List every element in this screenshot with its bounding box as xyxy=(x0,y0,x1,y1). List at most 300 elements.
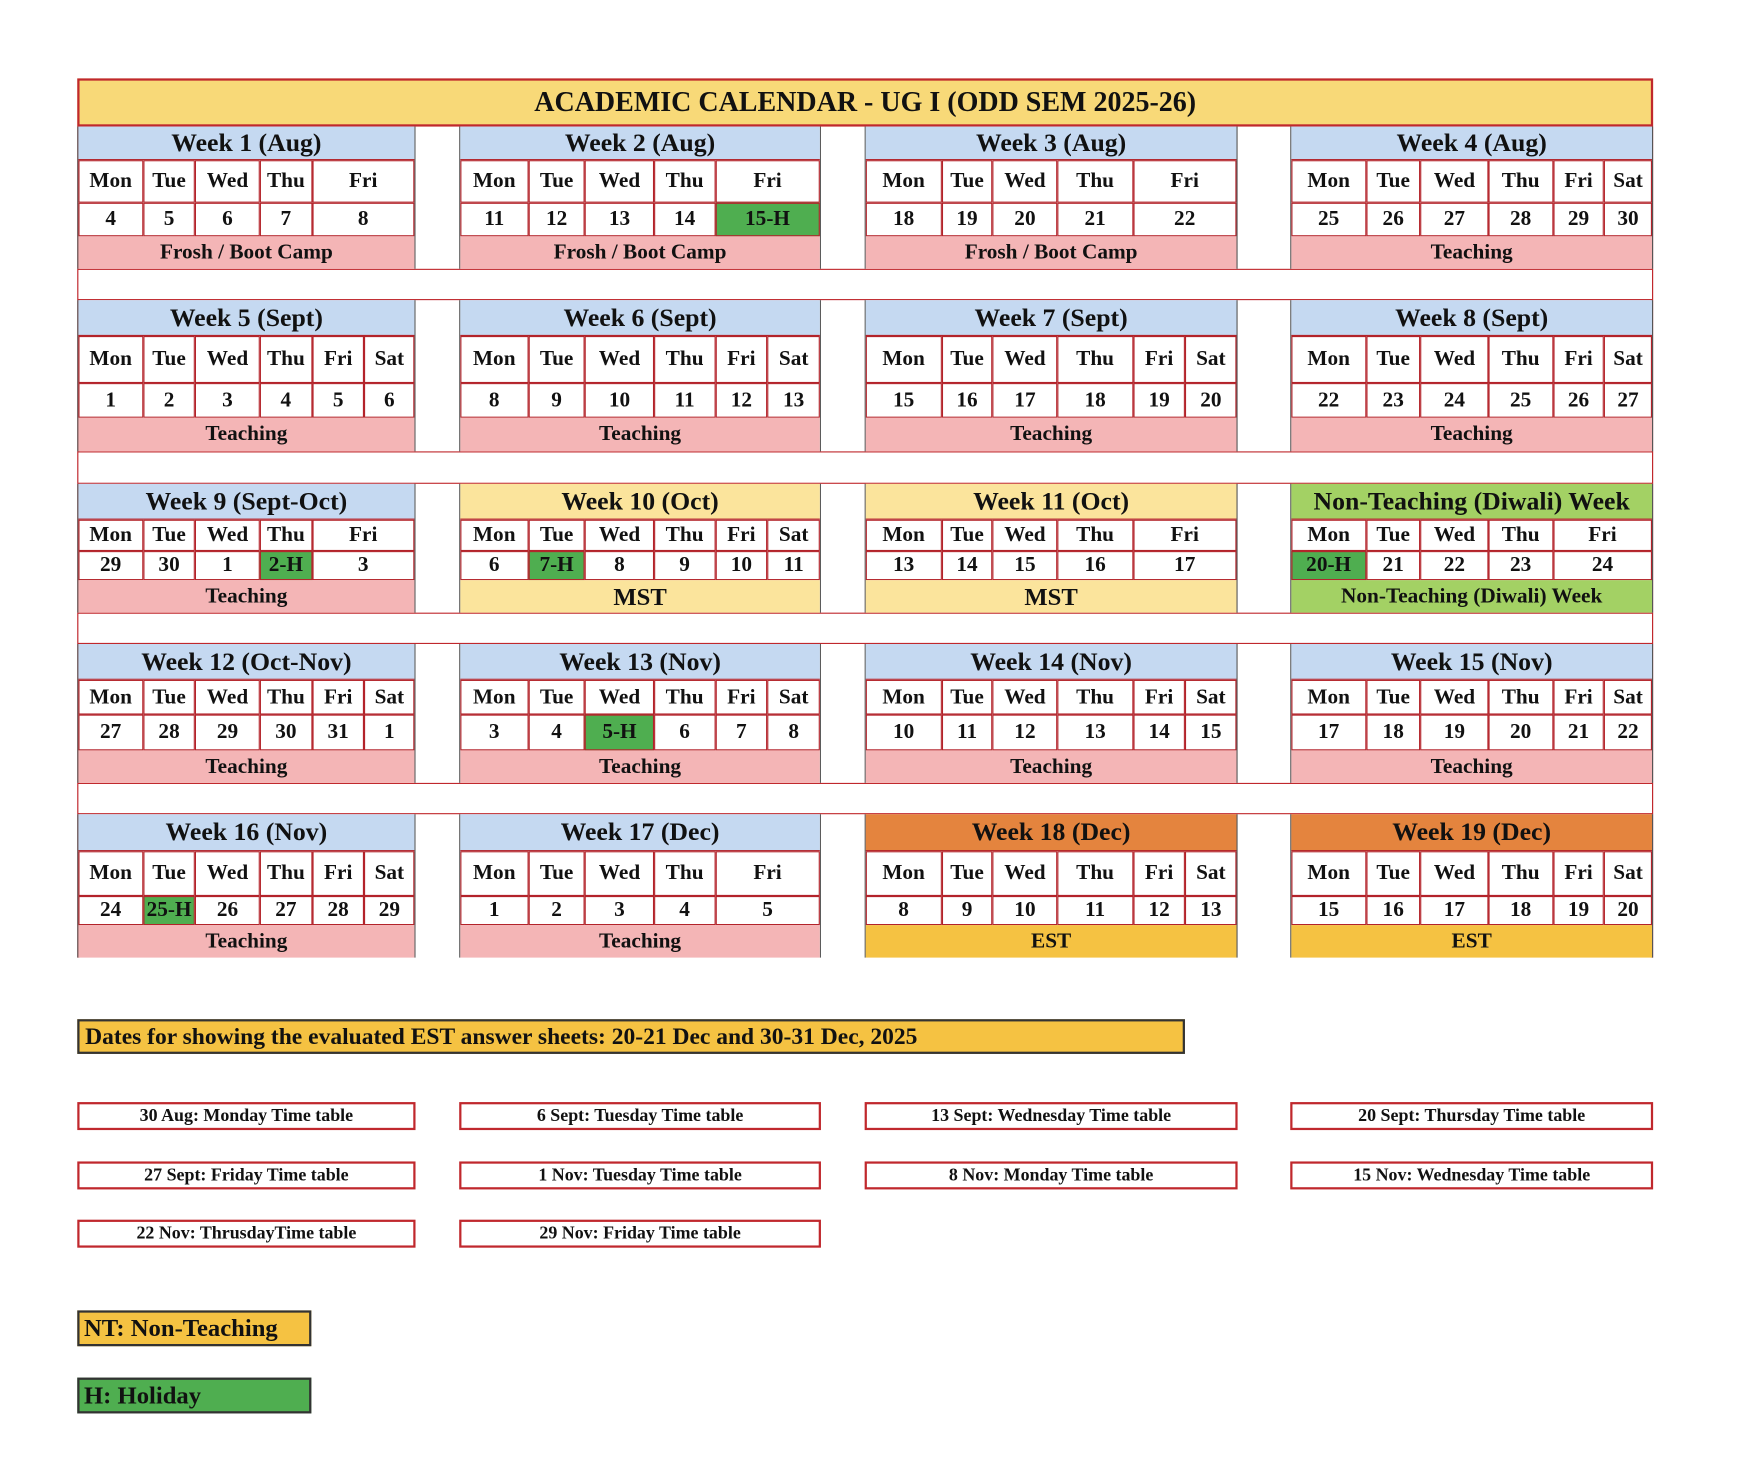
week-block xyxy=(1290,484,1653,613)
date-cell: 24 xyxy=(78,896,143,925)
day-header: Wed xyxy=(195,851,260,896)
day-header: Thu xyxy=(1488,336,1553,383)
week-block xyxy=(77,644,415,783)
date-cell: 17 xyxy=(993,383,1058,418)
day-header: Thu xyxy=(260,160,312,203)
row-spacer xyxy=(77,613,1653,644)
date-cell: 10 xyxy=(993,896,1058,925)
week-activity-label: Teaching xyxy=(460,925,820,957)
week-title: Week 19 (Dec) xyxy=(1291,814,1652,851)
date-cell: 16 xyxy=(1366,896,1421,925)
date-cell: 8 xyxy=(585,551,654,580)
date-cell: 11 xyxy=(460,203,528,237)
day-header: Mon xyxy=(866,680,942,715)
row-spacer xyxy=(77,783,1653,814)
date-cell: 23 xyxy=(1488,551,1553,580)
date-cell: 7 xyxy=(260,203,312,237)
date-cell: 20 xyxy=(1185,383,1236,418)
day-header: Fri xyxy=(1133,336,1185,383)
date-cell: 14 xyxy=(1133,715,1185,751)
date-cell: 12 xyxy=(715,383,767,418)
day-header: Tue xyxy=(528,680,585,715)
timetable-swap-item: 22 Nov: ThrusdayTime table xyxy=(77,1220,415,1248)
week-block xyxy=(1290,127,1653,269)
date-cell: 5 xyxy=(312,383,364,418)
day-header: Fri xyxy=(1553,336,1604,383)
legend-non-teaching: NT: Non-Teaching xyxy=(77,1310,311,1346)
day-header: Fri xyxy=(1133,680,1185,715)
day-header: Fri xyxy=(1133,160,1237,203)
date-cell: 4 xyxy=(654,896,715,925)
day-header: Mon xyxy=(460,520,528,551)
timetable-swap-item: 27 Sept: Friday Time table xyxy=(77,1161,415,1189)
date-cell: 27 xyxy=(260,896,312,925)
day-header: Sat xyxy=(768,520,820,551)
day-header: Fri xyxy=(715,851,820,896)
week-activity-label: EST xyxy=(1291,925,1652,957)
date-cell: 8 xyxy=(866,896,942,925)
day-header: Fri xyxy=(1133,851,1185,896)
date-cell: 1 xyxy=(364,715,414,751)
day-header: Thu xyxy=(1057,851,1133,896)
date-cell: 27 xyxy=(78,715,143,751)
date-cell: 13 xyxy=(768,383,820,418)
date-cell: 8 xyxy=(460,383,528,418)
holiday-date-cell: 20-H xyxy=(1291,551,1366,580)
day-header: Tue xyxy=(143,520,195,551)
day-header: Wed xyxy=(195,520,260,551)
date-cell: 20 xyxy=(1488,715,1553,751)
timetable-swap-item: 8 Nov: Monday Time table xyxy=(865,1161,1238,1189)
week-block xyxy=(77,300,415,451)
day-header: Wed xyxy=(585,336,654,383)
day-header: Wed xyxy=(993,160,1058,203)
date-cell: 18 xyxy=(1366,715,1421,751)
day-header: Mon xyxy=(460,680,528,715)
date-cell: 11 xyxy=(654,383,715,418)
day-header: Wed xyxy=(585,851,654,896)
date-cell: 19 xyxy=(1420,715,1488,751)
week-activity-label: Teaching xyxy=(78,418,414,452)
date-cell: 12 xyxy=(1133,896,1185,925)
day-header: Wed xyxy=(993,520,1058,551)
holiday-date-cell: 5-H xyxy=(585,715,654,751)
week-block xyxy=(1290,300,1653,451)
date-cell: 19 xyxy=(941,203,992,237)
date-cell: 22 xyxy=(1604,715,1652,751)
week-block xyxy=(77,814,415,957)
day-header: Mon xyxy=(78,680,143,715)
date-cell: 28 xyxy=(312,896,364,925)
day-header: Mon xyxy=(1291,160,1366,203)
day-header: Sat xyxy=(1185,680,1236,715)
week-title: Week 18 (Dec) xyxy=(866,814,1237,851)
date-cell: 5 xyxy=(143,203,195,237)
day-header: Fri xyxy=(715,336,767,383)
week-block xyxy=(77,484,415,613)
week-activity-label: Teaching xyxy=(78,925,414,957)
date-cell: 3 xyxy=(195,383,260,418)
day-header: Thu xyxy=(1057,520,1133,551)
day-header: Fri xyxy=(715,680,767,715)
week-block xyxy=(1290,644,1653,783)
day-header: Mon xyxy=(78,160,143,203)
week-block xyxy=(865,127,1238,269)
week-title: Week 17 (Dec) xyxy=(460,814,820,851)
day-header: Sat xyxy=(1604,336,1652,383)
date-cell: 16 xyxy=(1057,551,1133,580)
row-spacer xyxy=(77,451,1653,483)
day-header: Tue xyxy=(1366,336,1421,383)
day-header: Thu xyxy=(260,336,312,383)
date-cell: 23 xyxy=(1366,383,1421,418)
week-activity-label: Teaching xyxy=(866,750,1237,782)
week-title: Week 2 (Aug) xyxy=(460,127,820,161)
day-header: Sat xyxy=(1604,851,1652,896)
date-cell: 21 xyxy=(1553,715,1604,751)
timetable-swap-item: 20 Sept: Thursday Time table xyxy=(1290,1102,1653,1130)
date-cell: 4 xyxy=(260,383,312,418)
day-header: Thu xyxy=(654,336,715,383)
week-activity-label: EST xyxy=(866,925,1237,957)
date-cell: 13 xyxy=(1185,896,1236,925)
day-header: Wed xyxy=(195,160,260,203)
legend-holiday: H: Holiday xyxy=(77,1378,311,1414)
week-activity-label: Teaching xyxy=(78,750,414,782)
week-activity-label: Non-Teaching (Diwali) Week xyxy=(1291,580,1652,612)
date-cell: 13 xyxy=(866,551,942,580)
week-title: Week 12 (Oct-Nov) xyxy=(78,644,414,680)
date-cell: 26 xyxy=(1366,203,1421,237)
date-cell: 6 xyxy=(364,383,414,418)
day-header: Mon xyxy=(78,336,143,383)
day-header: Sat xyxy=(1185,851,1236,896)
day-header: Thu xyxy=(654,680,715,715)
date-cell: 3 xyxy=(460,715,528,751)
day-header: Wed xyxy=(993,336,1058,383)
date-cell: 18 xyxy=(1057,383,1133,418)
date-cell: 22 xyxy=(1420,551,1488,580)
timetable-swap-item: 1 Nov: Tuesday Time table xyxy=(459,1161,821,1189)
week-block xyxy=(459,300,821,451)
date-cell: 29 xyxy=(195,715,260,751)
week-block xyxy=(865,644,1238,783)
day-header: Tue xyxy=(1366,520,1421,551)
date-cell: 29 xyxy=(364,896,414,925)
week-activity-label: MST xyxy=(460,580,820,612)
week-activity-label: Teaching xyxy=(460,750,820,782)
date-cell: 13 xyxy=(585,203,654,237)
day-header: Fri xyxy=(1553,520,1652,551)
day-header: Tue xyxy=(941,160,992,203)
date-cell: 25 xyxy=(1291,203,1366,237)
week-title: Week 4 (Aug) xyxy=(1291,127,1652,161)
date-cell: 9 xyxy=(528,383,585,418)
day-header: Wed xyxy=(195,680,260,715)
day-header: Fri xyxy=(1133,520,1237,551)
week-title: Week 13 (Nov) xyxy=(460,644,820,680)
date-cell: 2 xyxy=(143,383,195,418)
date-cell: 17 xyxy=(1133,551,1237,580)
day-header: Mon xyxy=(866,336,942,383)
date-cell: 27 xyxy=(1420,203,1488,237)
week-block xyxy=(459,484,821,613)
timetable-swap-item: 30 Aug: Monday Time table xyxy=(77,1102,415,1130)
day-header: Fri xyxy=(715,520,767,551)
date-cell: 15 xyxy=(993,551,1058,580)
day-header: Tue xyxy=(941,680,992,715)
day-header: Mon xyxy=(866,520,942,551)
day-header: Mon xyxy=(78,851,143,896)
day-header: Mon xyxy=(460,336,528,383)
week-block xyxy=(865,300,1238,451)
date-cell: 14 xyxy=(941,551,992,580)
day-header: Tue xyxy=(143,160,195,203)
day-header: Sat xyxy=(364,851,414,896)
day-header: Fri xyxy=(1553,160,1604,203)
week-block xyxy=(865,484,1238,613)
week-activity-label: Teaching xyxy=(1291,418,1652,452)
week-title: Week 14 (Nov) xyxy=(866,644,1237,680)
day-header: Tue xyxy=(528,851,585,896)
day-header: Wed xyxy=(993,680,1058,715)
day-header: Mon xyxy=(1291,336,1366,383)
day-header: Mon xyxy=(460,851,528,896)
date-cell: 26 xyxy=(195,896,260,925)
day-header: Mon xyxy=(1291,680,1366,715)
date-cell: 9 xyxy=(654,551,715,580)
week-activity-label: Frosh / Boot Camp xyxy=(866,236,1237,268)
day-header: Wed xyxy=(1420,336,1488,383)
day-header: Mon xyxy=(1291,520,1366,551)
date-cell: 24 xyxy=(1420,383,1488,418)
week-block xyxy=(459,127,821,269)
date-cell: 18 xyxy=(866,203,942,237)
day-header: Wed xyxy=(1420,680,1488,715)
date-cell: 1 xyxy=(460,896,528,925)
date-cell: 18 xyxy=(1488,896,1553,925)
day-header: Thu xyxy=(260,680,312,715)
day-header: Thu xyxy=(1057,160,1133,203)
date-cell: 3 xyxy=(585,896,654,925)
date-cell: 6 xyxy=(654,715,715,751)
day-header: Thu xyxy=(1057,680,1133,715)
day-header: Mon xyxy=(866,851,942,896)
day-header: Thu xyxy=(654,851,715,896)
date-cell: 4 xyxy=(78,203,143,237)
week-activity-label: Teaching xyxy=(1291,750,1652,782)
date-cell: 2 xyxy=(528,896,585,925)
date-cell: 1 xyxy=(195,551,260,580)
day-header: Thu xyxy=(1488,851,1553,896)
date-cell: 19 xyxy=(1133,383,1185,418)
week-title: Week 15 (Nov) xyxy=(1291,644,1652,680)
day-header: Wed xyxy=(585,520,654,551)
day-header: Wed xyxy=(1420,520,1488,551)
date-cell: 11 xyxy=(941,715,992,751)
week-activity-label: Frosh / Boot Camp xyxy=(78,236,414,268)
week-block xyxy=(459,644,821,783)
week-activity-label: Teaching xyxy=(1291,236,1652,268)
day-header: Wed xyxy=(195,336,260,383)
week-title: Non-Teaching (Diwali) Week xyxy=(1291,484,1652,520)
week-title: Week 5 (Sept) xyxy=(78,300,414,336)
holiday-date-cell: 25-H xyxy=(143,896,195,925)
date-cell: 22 xyxy=(1133,203,1237,237)
week-block xyxy=(77,127,415,269)
day-header: Fri xyxy=(312,336,364,383)
date-cell: 21 xyxy=(1057,203,1133,237)
day-header: Wed xyxy=(1420,160,1488,203)
row-spacer xyxy=(77,269,1653,300)
date-cell: 11 xyxy=(1057,896,1133,925)
day-header: Sat xyxy=(364,680,414,715)
calendar-title: ACADEMIC CALENDAR - UG I (ODD SEM 2025-26) xyxy=(77,78,1653,126)
week-title: Week 7 (Sept) xyxy=(866,300,1237,336)
day-header: Tue xyxy=(143,680,195,715)
date-cell: 1 xyxy=(78,383,143,418)
day-header: Tue xyxy=(528,160,585,203)
day-header: Thu xyxy=(260,851,312,896)
week-activity-label: Frosh / Boot Camp xyxy=(460,236,820,268)
day-header: Sat xyxy=(364,336,414,383)
day-header: Fri xyxy=(312,851,364,896)
day-header: Tue xyxy=(941,336,992,383)
holiday-date-cell: 2-H xyxy=(260,551,312,580)
date-cell: 10 xyxy=(715,551,767,580)
day-header: Sat xyxy=(768,680,820,715)
date-cell: 10 xyxy=(585,383,654,418)
week-title: Week 10 (Oct) xyxy=(460,484,820,520)
day-header: Thu xyxy=(1488,520,1553,551)
day-header: Thu xyxy=(1057,336,1133,383)
holiday-date-cell: 15-H xyxy=(715,203,820,237)
day-header: Tue xyxy=(1366,851,1421,896)
day-header: Sat xyxy=(1604,680,1652,715)
day-header: Thu xyxy=(1488,160,1553,203)
week-block xyxy=(865,814,1238,957)
day-header: Mon xyxy=(78,520,143,551)
date-cell: 6 xyxy=(460,551,528,580)
date-cell: 4 xyxy=(528,715,585,751)
timetable-swap-item: 15 Nov: Wednesday Time table xyxy=(1290,1161,1653,1189)
date-cell: 20 xyxy=(993,203,1058,237)
week-block xyxy=(459,814,821,957)
week-title: Week 16 (Nov) xyxy=(78,814,414,851)
day-header: Sat xyxy=(1185,336,1236,383)
day-header: Wed xyxy=(1420,851,1488,896)
date-cell: 25 xyxy=(1488,383,1553,418)
day-header: Fri xyxy=(715,160,820,203)
date-cell: 29 xyxy=(78,551,143,580)
week-title: Week 6 (Sept) xyxy=(460,300,820,336)
date-cell: 10 xyxy=(866,715,942,751)
date-cell: 30 xyxy=(1604,203,1652,237)
date-cell: 12 xyxy=(528,203,585,237)
date-cell: 30 xyxy=(143,551,195,580)
date-cell: 8 xyxy=(312,203,414,237)
day-header: Wed xyxy=(585,160,654,203)
day-header: Thu xyxy=(654,160,715,203)
week-activity-label: Teaching xyxy=(460,418,820,452)
day-header: Tue xyxy=(1366,160,1421,203)
est-notice: Dates for showing the evaluated EST answer sheets: 20-21 Dec and 30-31 Dec, 2025 xyxy=(77,1019,1185,1054)
day-header: Tue xyxy=(528,336,585,383)
date-cell: 3 xyxy=(312,551,414,580)
date-cell: 30 xyxy=(260,715,312,751)
date-cell: 16 xyxy=(941,383,992,418)
date-cell: 22 xyxy=(1291,383,1366,418)
day-header: Fri xyxy=(312,680,364,715)
week-activity-label: Teaching xyxy=(866,418,1237,452)
date-cell: 7 xyxy=(715,715,767,751)
timetable-swap-item: 13 Sept: Wednesday Time table xyxy=(865,1102,1238,1130)
day-header: Thu xyxy=(654,520,715,551)
date-cell: 21 xyxy=(1366,551,1421,580)
date-cell: 17 xyxy=(1291,715,1366,751)
day-header: Fri xyxy=(1553,851,1604,896)
day-header: Thu xyxy=(260,520,312,551)
day-header: Tue xyxy=(143,336,195,383)
date-cell: 11 xyxy=(768,551,820,580)
week-title: Week 1 (Aug) xyxy=(78,127,414,161)
day-header: Mon xyxy=(866,160,942,203)
week-activity-label: MST xyxy=(866,580,1237,612)
date-cell: 5 xyxy=(715,896,820,925)
day-header: Mon xyxy=(1291,851,1366,896)
date-cell: 28 xyxy=(1488,203,1553,237)
day-header: Wed xyxy=(993,851,1058,896)
day-header: Fri xyxy=(312,160,414,203)
date-cell: 13 xyxy=(1057,715,1133,751)
day-header: Sat xyxy=(768,336,820,383)
week-block xyxy=(1290,814,1653,957)
date-cell: 27 xyxy=(1604,383,1652,418)
day-header: Tue xyxy=(941,851,992,896)
date-cell: 29 xyxy=(1553,203,1604,237)
day-header: Fri xyxy=(1553,680,1604,715)
week-title: Week 3 (Aug) xyxy=(866,127,1237,161)
day-header: Wed xyxy=(585,680,654,715)
day-header: Thu xyxy=(1488,680,1553,715)
day-header: Tue xyxy=(941,520,992,551)
date-cell: 9 xyxy=(941,896,992,925)
date-cell: 15 xyxy=(1291,896,1366,925)
date-cell: 20 xyxy=(1604,896,1652,925)
date-cell: 24 xyxy=(1553,551,1652,580)
timetable-swap-item: 29 Nov: Friday Time table xyxy=(459,1220,821,1248)
date-cell: 8 xyxy=(768,715,820,751)
week-activity-label: Teaching xyxy=(78,580,414,612)
day-header: Tue xyxy=(1366,680,1421,715)
date-cell: 28 xyxy=(143,715,195,751)
date-cell: 12 xyxy=(993,715,1058,751)
week-title: Week 11 (Oct) xyxy=(866,484,1237,520)
week-title: Week 8 (Sept) xyxy=(1291,300,1652,336)
date-cell: 15 xyxy=(866,383,942,418)
date-cell: 6 xyxy=(195,203,260,237)
date-cell: 19 xyxy=(1553,896,1604,925)
week-title: Week 9 (Sept-Oct) xyxy=(78,484,414,520)
date-cell: 31 xyxy=(312,715,364,751)
day-header: Tue xyxy=(143,851,195,896)
timetable-swap-item: 6 Sept: Tuesday Time table xyxy=(459,1102,821,1130)
day-header: Tue xyxy=(528,520,585,551)
day-header: Sat xyxy=(1604,160,1652,203)
date-cell: 17 xyxy=(1420,896,1488,925)
date-cell: 14 xyxy=(654,203,715,237)
holiday-date-cell: 7-H xyxy=(528,551,585,580)
